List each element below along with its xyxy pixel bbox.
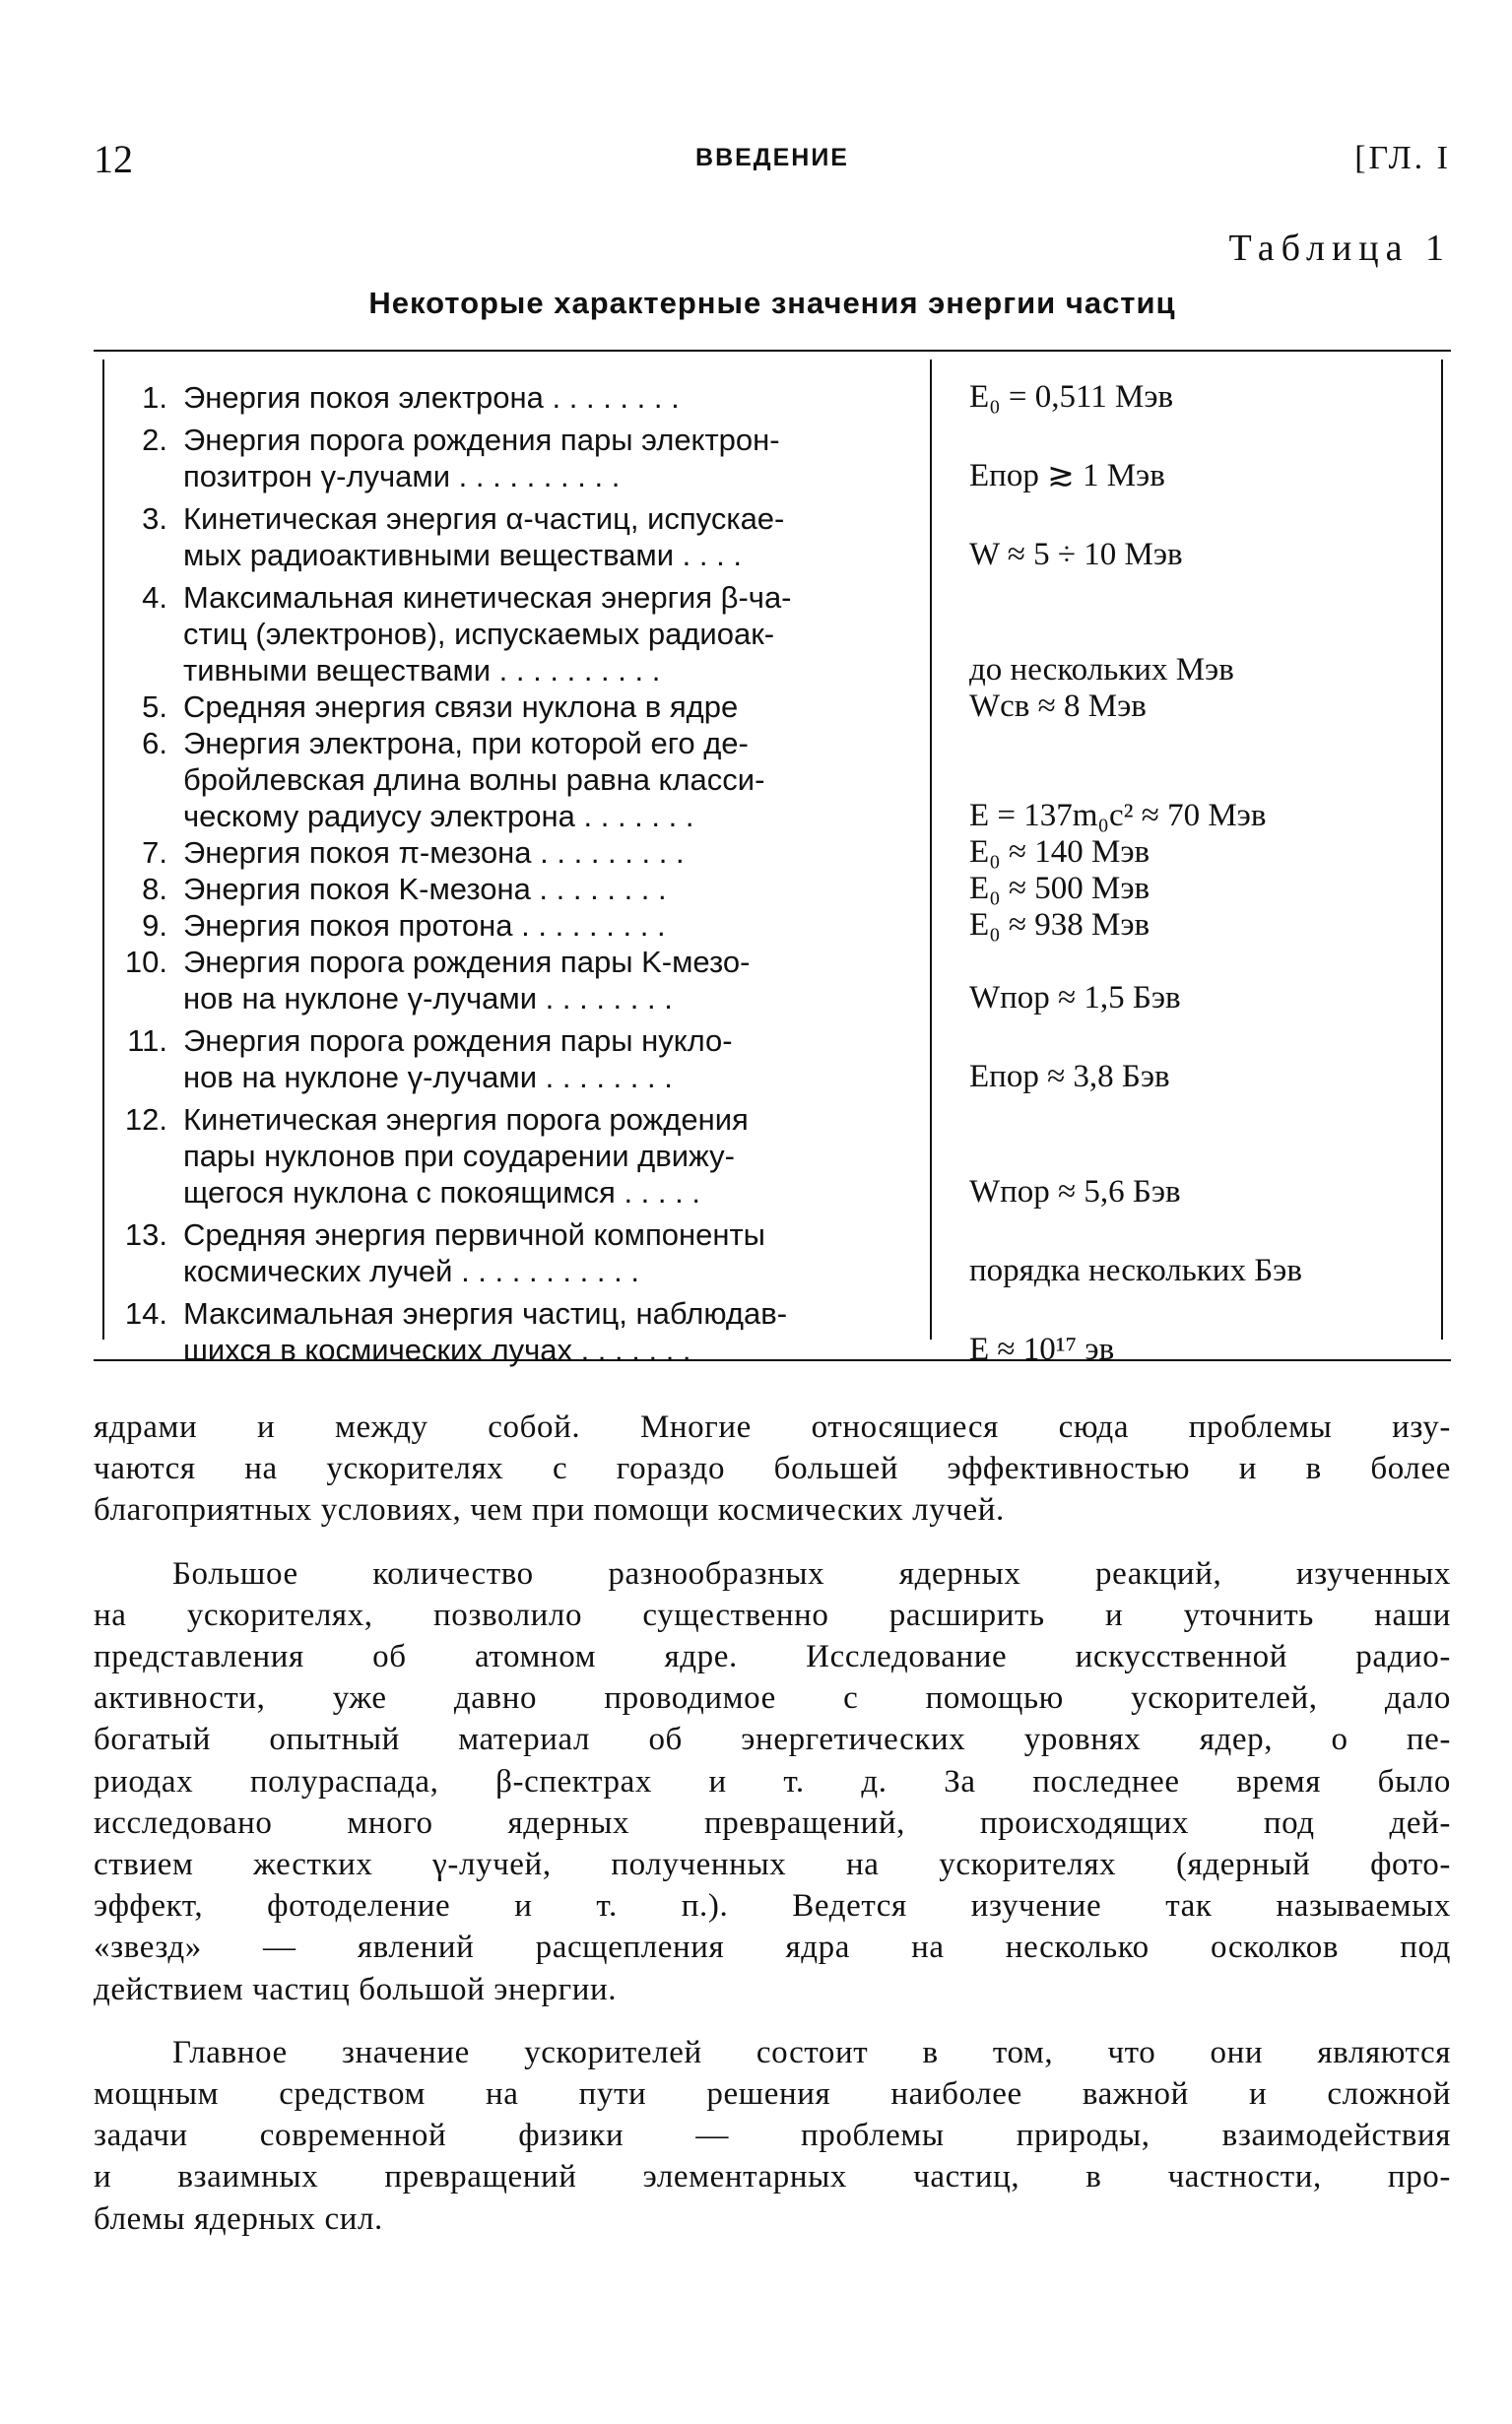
paragraph [94,2032,1451,2240]
row-value: Eпор ≳ 1 Мэв [969,458,1165,493]
row-description-line: Кинетическая энергия α-частиц, испускае- [183,501,785,536]
row-description-line: Максимальная энергия частиц, наблюдав- [183,1296,788,1331]
row-number: 7. [142,835,167,870]
paragraph-line: богатый опытный материал об энергетических уровнях ядер, о пе- [94,1722,1451,1758]
row-description-line: Энергия покоя протона . . . . . . . . . [183,908,666,943]
row-value: порядка нескольких Бэв [969,1253,1302,1288]
row-number: 11. [127,1023,167,1058]
row-value: E ≈ 10¹⁷ эв [969,1332,1115,1367]
row-value: E₀ ≈ 500 Мэв [969,871,1150,906]
paragraph-line: блемы ядерных сил. [94,2200,383,2237]
row-description-line: Средняя энергия первичной компоненты [183,1217,765,1252]
paragraph-line: «звезд» — явлений расщепления ядра на несколько осколков под [94,1930,1451,1966]
row-value: E = 137m₀c² ≈ 70 Мэв [969,798,1267,833]
row-description-line: Энергия порога рождения пары нукло- [183,1023,733,1058]
row-description-line: Энергия покоя π-мезона . . . . . . . . . [183,835,685,870]
paragraph-line: действием частиц большой энергии. [94,1971,618,2007]
row-number: 10. [124,945,167,979]
row-number: 5. [142,689,167,724]
row-description-line: нов на нуклоне γ-лучами . . . . . . . . [183,981,673,1015]
row-number: 1. [142,380,167,415]
paragraph-line: активности, уже давно проводимое с помощью ускорителей, дало [94,1680,1451,1717]
paragraph-line: мощным средством на пути решения наиболее важной и сложной [94,2076,1451,2112]
paragraph-line: эффект, фотоделение и т. п.). Ведется изучение так называемых [94,1888,1451,1925]
row-number: 4. [142,580,167,615]
row-number: 3. [142,501,167,536]
row-number: 9. [142,908,167,943]
paragraph [94,1407,1451,1532]
row-number: 13. [124,1217,167,1252]
table-caption: Некоторые характерные значения энергии частиц [368,286,1176,320]
row-value: E₀ ≈ 140 Мэв [969,834,1150,870]
paragraph-line: риодах полураспада, β-спектрах и т. д. За последнее время было [94,1763,1451,1800]
chapter-label: [ГЛ. I [1354,140,1451,176]
row-description-line: Максимальная кинетическая энергия β-ча- [183,580,792,615]
row-description-line: Средняя энергия связи нуклона в ядре [183,689,739,724]
row-value: до нескольких Мэв [969,652,1234,688]
row-number: 6. [142,726,167,760]
row-number: 2. [142,423,167,457]
paragraph-line: исследовано много ядерных превращений, происходящих под дей- [94,1804,1451,1841]
row-value: E₀ = 0,511 Мэв [969,379,1174,415]
row-description-line: Энергия порога рождения пары электрон- [183,423,780,457]
running-header [94,136,1451,185]
row-description-line: тивными веществами . . . . . . . . . . [183,653,661,688]
paragraph-line: на ускорителях, позволило существенно расширить и уточнить наши [94,1597,1451,1633]
table-top-rule [94,350,1451,352]
row-description-line: стиц (электронов), испускаемых радиоак- [183,617,775,651]
row-number: 12. [124,1102,167,1137]
paragraph-line: и взаимных превращений элементарных частиц, в частности, про- [94,2159,1451,2195]
row-description-line: бройлевская длина волны равна класси- [183,762,765,797]
table-label: Таблица 1 [1228,228,1451,269]
table-column-divider [930,360,932,1340]
row-description-line: Энергия покоя K-мезона . . . . . . . . [183,872,667,906]
row-description-line: космических лучей . . . . . . . . . . . [183,1254,639,1288]
row-description-line: нов на нуклоне γ-лучами . . . . . . . . [183,1060,673,1094]
paragraph-line: ядрами и между собой. Многие относящиеся сюда проблемы изу- [94,1409,1451,1445]
row-description-line: Энергия покоя электрона . . . . . . . . [183,380,680,415]
paragraph-line: представления об атомном ядре. Исследование искусственной радио- [94,1639,1451,1674]
row-value: Wпор ≈ 5,6 Бэв [969,1174,1181,1210]
paragraph-line: ствием жестких γ-лучей, полученных на ускорителях (ядерный фото- [94,1847,1451,1883]
row-description-line: пары нуклонов при соударении движу- [183,1139,735,1173]
row-description-line: Энергия порога рождения пары K-мезо- [183,945,751,979]
row-description-line: Энергия электрона, при которой его де- [183,726,749,760]
row-description-line: шихся в космических лучах . . . . . . . [183,1333,691,1367]
row-value: E₀ ≈ 938 Мэв [969,907,1150,943]
row-value: Wпор ≈ 1,5 Бэв [969,980,1181,1015]
row-description-line: мых радиоактивными веществами . . . . [183,538,742,572]
row-description-line: Кинетическая энергия порога рождения [183,1102,749,1137]
row-value: W ≈ 5 ÷ 10 Мэв [969,537,1183,572]
paragraph-line: чаются на ускорителях с гораздо большей эффективностью и в более [94,1451,1451,1487]
row-number: 14. [124,1296,167,1331]
paragraph [94,1553,1451,2010]
paragraph-line: Главное значение ускорителей состоит в том, что они являются [172,2034,1451,2070]
section-title: ВВЕДЕНИЕ [695,144,849,171]
page-number: 12 [94,137,133,181]
row-description-line: ческому радиусу электрона . . . . . . . [183,799,694,833]
row-description-line: позитрон γ-лучами . . . . . . . . . . [183,459,621,493]
row-value: Eпор ≈ 3,8 Бэв [969,1059,1170,1094]
row-value: Wсв ≈ 8 Мэв [969,688,1147,724]
paragraph-line: Большое количество разнообразных ядерных реакций, изученных [172,1555,1451,1592]
row-description-line: щегося нуклона с покоящимся . . . . . [183,1175,700,1210]
paragraph-line: благоприятных условиях, чем при помощи космических лучей. [94,1492,1005,1529]
paragraph-line: задачи современной физики — проблемы природы, взаимодействия [94,2118,1451,2154]
row-number: 8. [142,872,167,906]
table-right-border [1441,360,1443,1340]
